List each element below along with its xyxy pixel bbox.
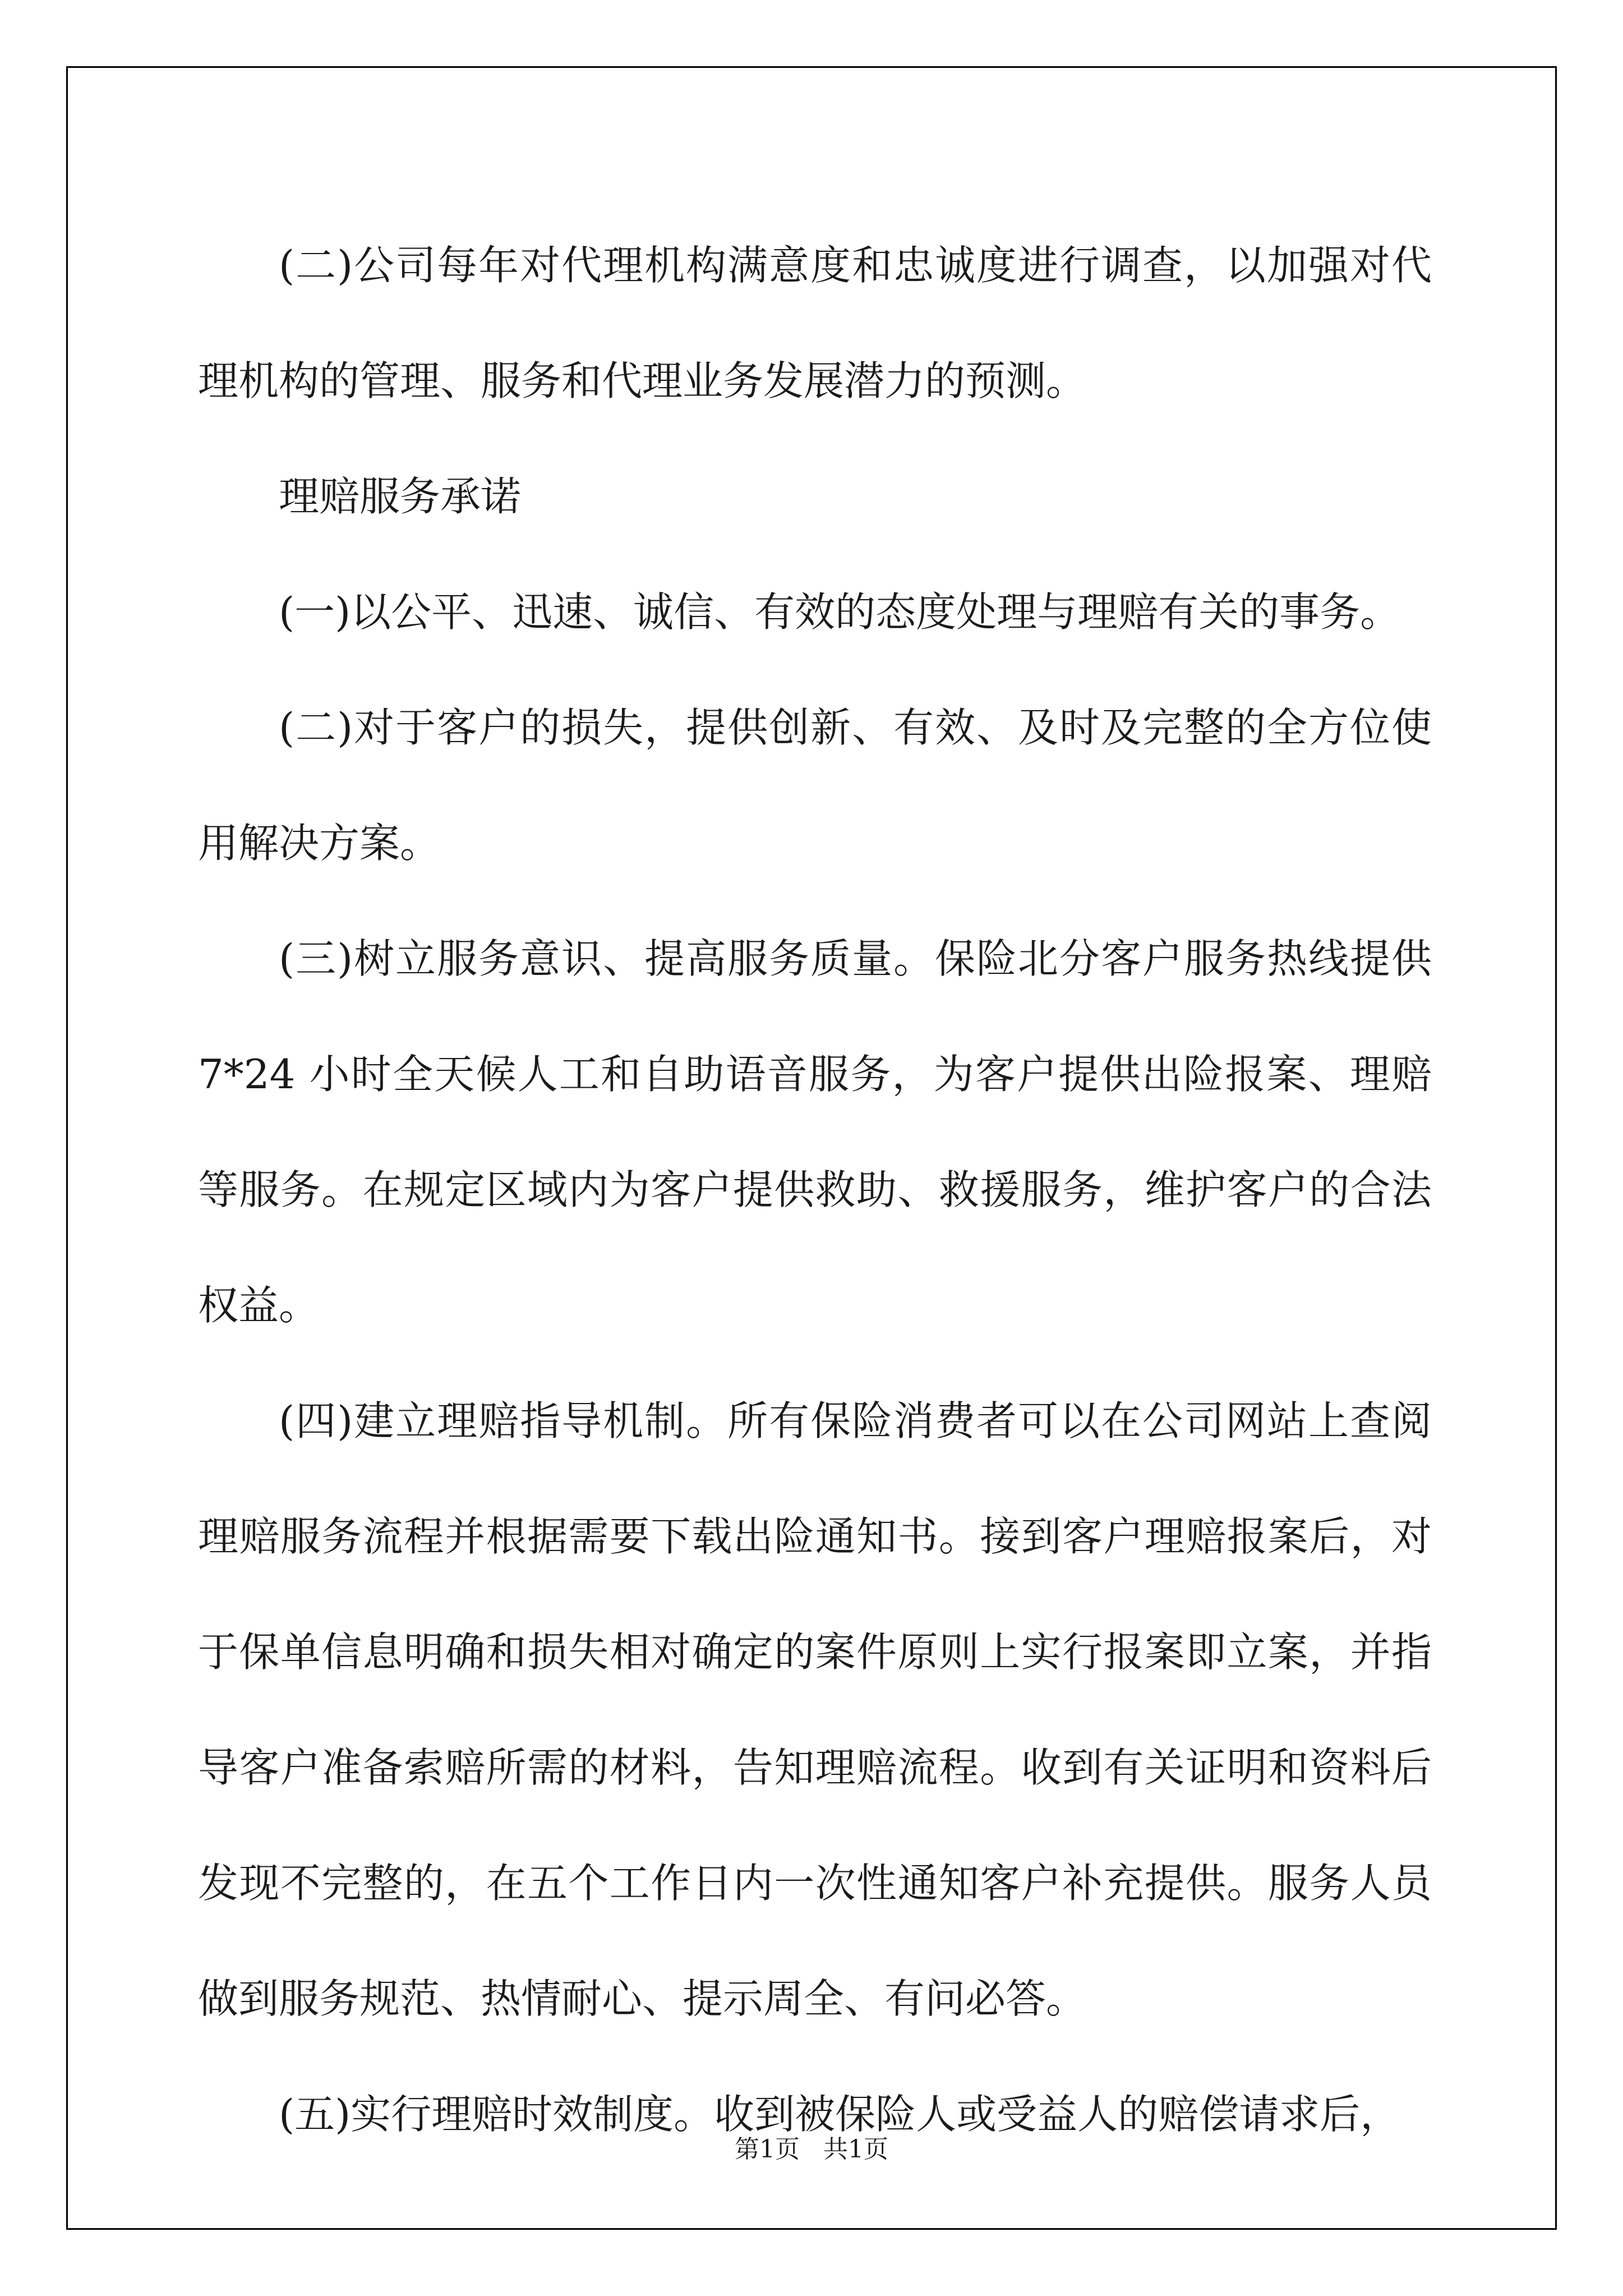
- paragraph-claims-1: (一)以公平、迅速、诚信、有效的态度处理与理赔有关的事务。: [279, 588, 1401, 636]
- page-number-footer: 第1页 共1页: [735, 2135, 888, 2164]
- paragraph-claims-3: (三)树立服务意识、提高服务质量。保险北分客户服务热线提供7*24 小时全天候人工和自助语音服务，为客户提供出险报案、理赔等服务。在规定区域内为客户提供救助、救援服务，维护客户的合法权益。: [198, 935, 1432, 1329]
- paragraph-claims-5: (五)实行理赔时效制度。收到被保险人或受益人的赔偿请求后，: [279, 2091, 1401, 2138]
- document-body: [198, 208, 1432, 2172]
- paragraph-claims-4: (四)建立理赔指导机制。所有保险消费者可以在公司网站上查阅理赔服务流程并根据需要下载出险通知书。接到客户理赔报案后，对于保单信息明确和损失相对确定的案件原则上实行报案即立案，并指导客户准备索赔所需的材料，告知理赔流程。收到有关证明和资料后发现不完整的，在五个工作日内一次性通知客户补充提供。服务人员做到服务规范、热情耐心、提示周全、有问必答。: [198, 1397, 1432, 2022]
- section-heading-claims-commitment: 理赔服务承诺: [279, 473, 522, 520]
- paragraph-agency-survey: (二)公司每年对代理机构满意度和忠诚度进行调查，以加强对代理机构的管理、服务和代理业务发展潜力的预测。: [198, 242, 1432, 404]
- paragraph-claims-2: (二)对于客户的损失，提供创新、有效、及时及完整的全方位使用解决方案。: [198, 704, 1432, 867]
